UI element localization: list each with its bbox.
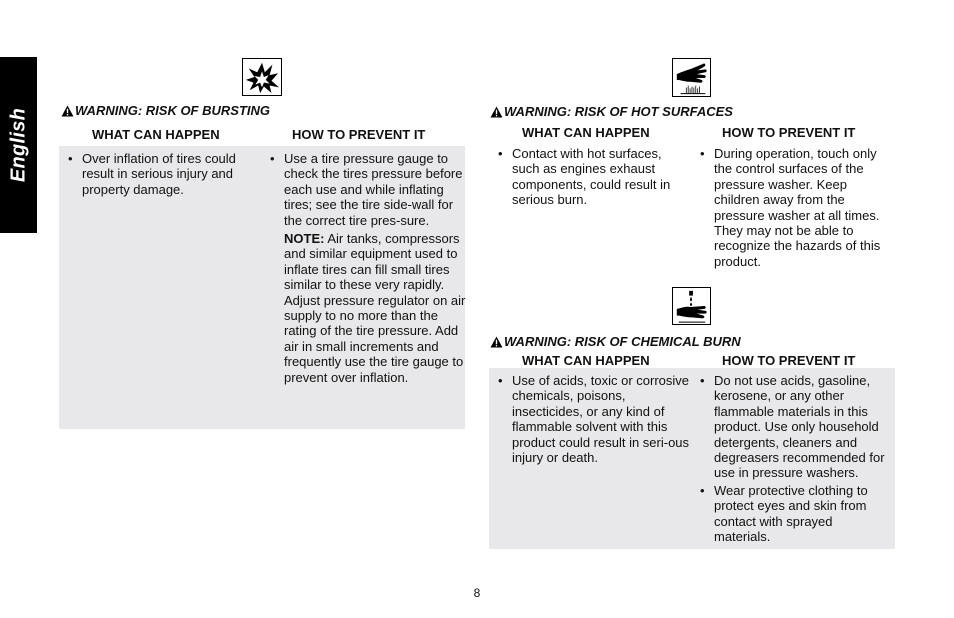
bursting-col-what: WHAT CAN HAPPEN [92, 127, 220, 142]
list-item: • Over inflation of tires could result in serious injury and property damage. [68, 151, 254, 197]
list-item: • Wear protective clothing to protect eyes and skin from contact with sprayed materials. [700, 483, 892, 545]
warning-triangle-icon [490, 106, 503, 118]
note-text: Air tanks, compressors and similar equipment used to inflate tires can fill small tires similar to these very rapidly. Adjust pressure regulator on air supply to no more than the rating of the tire pressure. Add air in small increments and frequently use the tire gauge to prevent over inflation. [284, 231, 466, 385]
chemical-col-what: WHAT CAN HAPPEN [522, 353, 650, 368]
hot-what-list [498, 146, 688, 210]
chemical-warning-title: WARNING: RISK OF CHEMICAL BURN [490, 334, 741, 349]
bursting-how-column [270, 151, 466, 385]
bursting-what-list [68, 151, 254, 199]
list-item: • Do not use acids, gasoline, kerosene, or any other flammable materials in this product. Use only household detergents, cleaners and degreasers recommended for use in pressure washers. [700, 373, 892, 481]
hot-warning-title: WARNING: RISK OF HOT SURFACES [490, 104, 733, 119]
page-number: 8 [473, 586, 481, 600]
chemical-how-list [700, 373, 892, 546]
list-item: • Use of acids, toxic or corrosive chemicals, poisons, insecticides, or any kind of flammable solvent with this product could result in seri-ous injury or death. [498, 373, 690, 465]
bursting-note [270, 231, 466, 385]
explosion-icon [242, 58, 282, 96]
language-tab [0, 57, 37, 233]
list-item: • During operation, touch only the control surfaces of the pressure washer. Keep children away from the pressure washer at all times. They may not be able to recognize the hazards of this product. [700, 146, 890, 269]
chemical-what-list [498, 373, 690, 467]
hot-how-list [700, 146, 890, 271]
list-item: • Use a tire pressure gauge to check the tires pressure before each use and while inflating tires; see the tire side-wall for the correct tire pres-sure. [270, 151, 466, 228]
warning-triangle-icon [490, 336, 503, 348]
warning-triangle-icon [61, 105, 74, 117]
list-item: • Contact with hot surfaces, such as engines exhaust components, could result in serious burn. [498, 146, 688, 208]
language-tab-label: English [7, 107, 29, 183]
chemical-col-how: HOW TO PREVENT IT [722, 353, 856, 368]
hot-col-how: HOW TO PREVENT IT [722, 125, 856, 140]
note-label: NOTE: [284, 231, 325, 247]
bursting-how-list [270, 151, 466, 228]
bursting-col-how: HOW TO PREVENT IT [292, 127, 426, 142]
hot-col-what: WHAT CAN HAPPEN [522, 125, 650, 140]
hot-surface-hand-icon [672, 58, 711, 97]
chemical-burn-hand-icon [672, 287, 711, 325]
bursting-warning-title: WARNING: RISK OF BURSTING [61, 103, 270, 118]
